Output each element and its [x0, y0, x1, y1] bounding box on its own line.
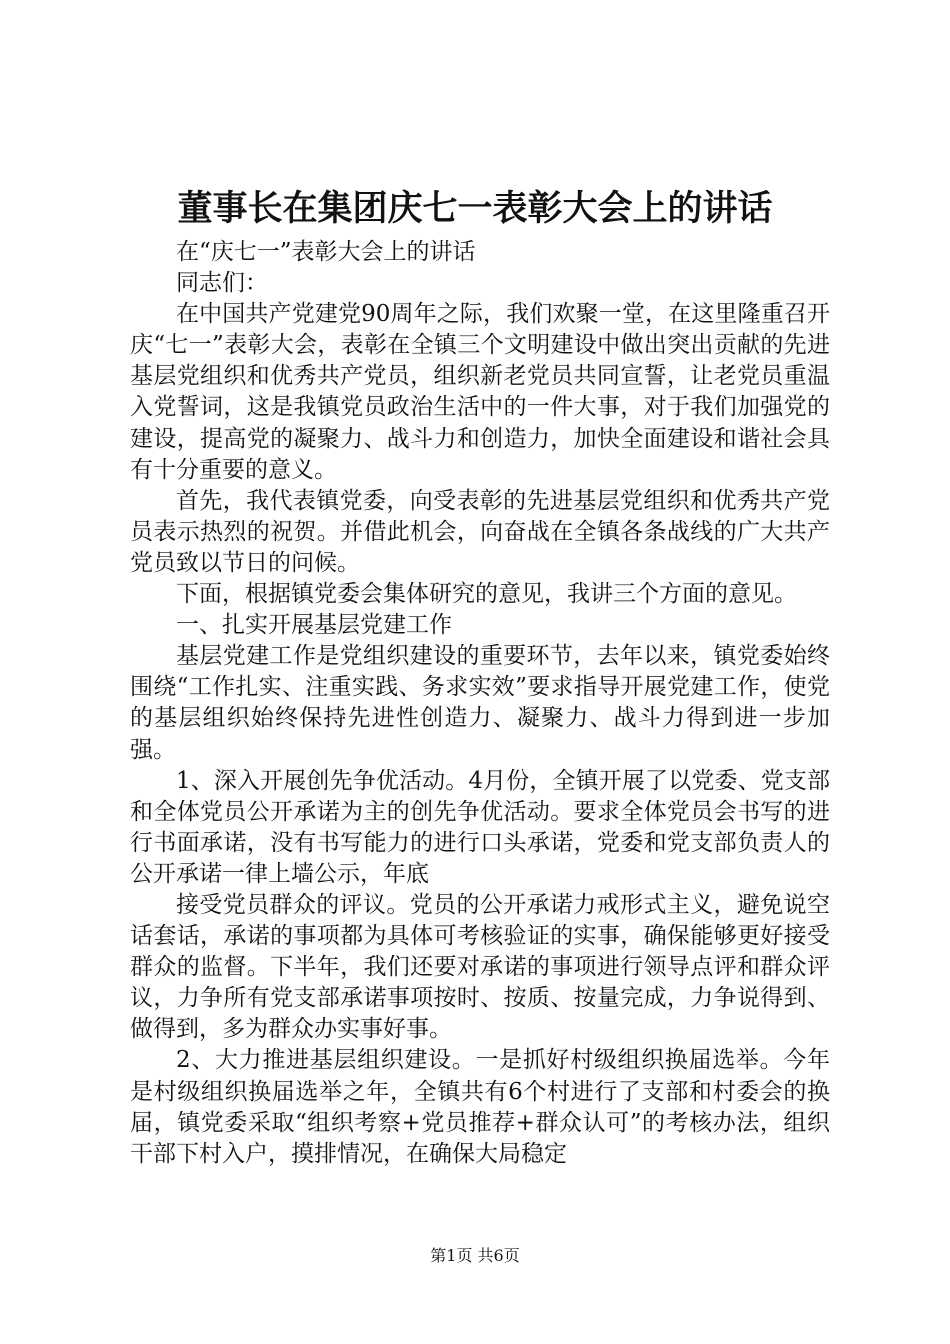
- paragraph: 同志们：: [176, 270, 268, 297]
- paragraph: 在“庆七一”表彰大会上的讲话: [176, 239, 476, 265]
- paragraph: 首先，我代表镇党委，向受表彰的先进基层党组织和优秀共产党员表示热烈的祝贺。并借此机会，向奋战在全镇各条战线的广大共产党员致以节日的问候。: [130, 487, 830, 576]
- paragraph: 下面，根据镇党委会集体研究的意见，我讲三个方面的意见。: [176, 581, 797, 608]
- paragraph: 在中国共产党建党90周年之际，我们欢聚一堂，在这里隆重召开庆“七一”表彰大会，表彰在全镇三个文明建设中做出突出贡献的先进基层党组织和优秀共产党员，组织新老党员共同宣誓，让老党员重温入党誓词，这是我镇党员政治生活中的一件大事，对于我们加强党的建设，提高党的凝聚力、战斗力和创造力，加快全面建设和谐社会具有十分重要的意义。: [130, 301, 830, 483]
- paragraph: 2、大力推进基层组织建设。一是抓好村级组织换届选举。今年是村级组织换届选举之年，全镇共有6个村进行了支部和村委会的换届，镇党委采取“组织考察+党员推荐+群众认可”的考核办法，组织干部下村入户，摸排情况，在确保大局稳定: [130, 1047, 830, 1167]
- paragraph: 接受党员群众的评议。党员的公开承诺力戒形式主义，避免说空话套话，承诺的事项都为具体可考核验证的实事，确保能够更好接受群众的监督。下半年，我们还要对承诺的事项进行领导点评和群众评议，力争所有党支部承诺事项按时、按质、按量完成，力争说得到、做得到，多为群众办实事好事。: [130, 891, 830, 1043]
- paragraph: 基层党建工作是党组织建设的重要环节，去年以来，镇党委始终围绕“工作扎实、注重实践、务求实效”要求指导开展党建工作，使党的基层组织始终保持先进性创造力、凝聚力、战斗力得到进一步加强。: [130, 643, 830, 763]
- document-title: 董事长在集团庆七一表彰大会上的讲话: [177, 188, 773, 229]
- section-heading: 一、扎实开展基层党建工作: [176, 612, 452, 639]
- page-number-footer: 第1页 共6页: [430, 1246, 520, 1265]
- paragraph: 1、深入开展创先争优活动。4月份，全镇开展了以党委、党支部和全体党员公开承诺为主的创先争优活动。要求全体党员会书写的进行书面承诺，没有书写能力的进行口头承诺，党委和党支部负责人的公开承诺一律上墙公示，年底: [130, 767, 830, 887]
- document-body: [130, 237, 830, 1170]
